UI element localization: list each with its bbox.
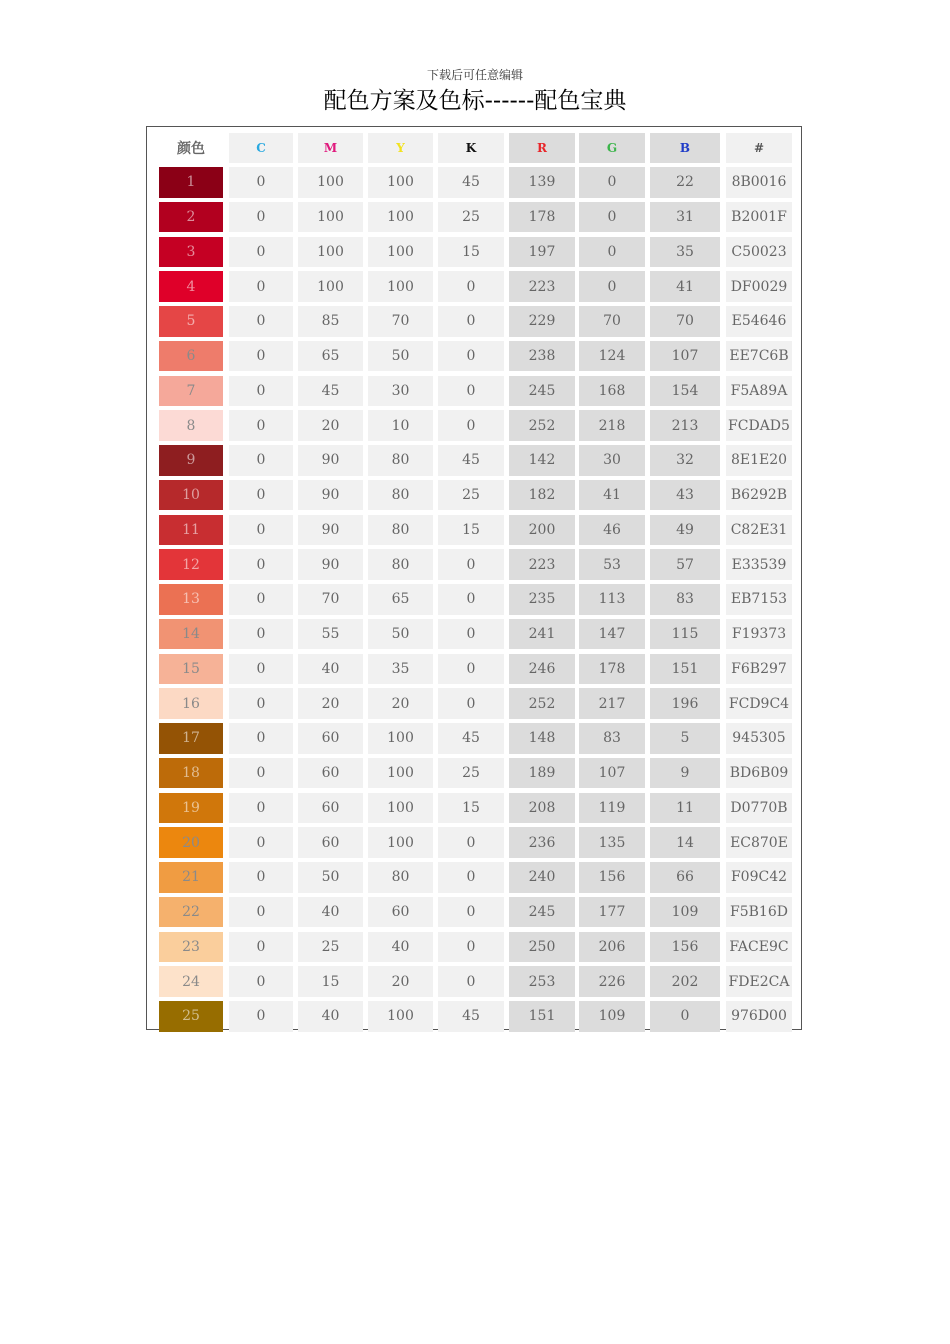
cell-g: 113: [579, 584, 645, 615]
cell-b: 107: [650, 341, 720, 372]
cell-hex: F19373: [726, 619, 792, 650]
cell-k: 0: [438, 549, 504, 580]
color-swatch: 2: [159, 202, 223, 233]
cell-c: 0: [229, 202, 293, 233]
cell-k: 0: [438, 341, 504, 372]
cell-y: 65: [368, 584, 433, 615]
cell-k: 0: [438, 827, 504, 858]
cell-hex: F09C42: [726, 862, 792, 893]
cell-y: 100: [368, 758, 433, 789]
color-swatch: 4: [159, 271, 223, 302]
cell-y: 10: [368, 410, 433, 441]
cell-y: 100: [368, 793, 433, 824]
cell-r: 246: [509, 654, 575, 685]
cell-m: 90: [298, 445, 363, 476]
cell-r: 200: [509, 515, 575, 546]
cell-r: 236: [509, 827, 575, 858]
cell-k: 0: [438, 271, 504, 302]
cell-m: 40: [298, 1001, 363, 1032]
cell-b: 31: [650, 202, 720, 233]
color-swatch: 24: [159, 966, 223, 997]
cell-b: 156: [650, 932, 720, 963]
cell-k: 0: [438, 306, 504, 337]
cell-m: 100: [298, 202, 363, 233]
cell-c: 0: [229, 549, 293, 580]
cell-r: 142: [509, 445, 575, 476]
cell-r: 223: [509, 549, 575, 580]
cell-hex: C82E31: [726, 515, 792, 546]
cell-k: 15: [438, 793, 504, 824]
cell-b: 43: [650, 480, 720, 511]
cell-k: 0: [438, 862, 504, 893]
cell-k: 45: [438, 723, 504, 754]
cell-k: 25: [438, 480, 504, 511]
cell-c: 0: [229, 793, 293, 824]
color-swatch: 6: [159, 341, 223, 372]
cell-hex: FCDAD5: [726, 410, 792, 441]
cell-hex: EC870E: [726, 827, 792, 858]
header-note: 下载后可任意编辑: [426, 68, 523, 82]
cell-c: 0: [229, 306, 293, 337]
cell-c: 0: [229, 688, 293, 719]
cell-r: 229: [509, 306, 575, 337]
cell-b: 83: [650, 584, 720, 615]
cell-k: 0: [438, 584, 504, 615]
cell-y: 35: [368, 654, 433, 685]
cell-r: 238: [509, 341, 575, 372]
cell-m: 25: [298, 932, 363, 963]
cell-g: 70: [579, 306, 645, 337]
cell-y: 30: [368, 376, 433, 407]
cell-y: 80: [368, 480, 433, 511]
cell-r: 235: [509, 584, 575, 615]
cell-b: 5: [650, 723, 720, 754]
header-hex: #: [726, 133, 792, 163]
cell-c: 0: [229, 758, 293, 789]
cell-c: 0: [229, 584, 293, 615]
color-swatch: 20: [159, 827, 223, 858]
cell-g: 0: [579, 202, 645, 233]
cell-g: 0: [579, 271, 645, 302]
cell-r: 252: [509, 688, 575, 719]
cell-g: 46: [579, 515, 645, 546]
page-title: 配色方案及色标------配色宝典: [323, 88, 627, 114]
cell-b: 109: [650, 897, 720, 928]
cell-y: 80: [368, 862, 433, 893]
cell-b: 14: [650, 827, 720, 858]
header-r: R: [509, 133, 575, 163]
cell-b: 35: [650, 237, 720, 268]
cell-b: 70: [650, 306, 720, 337]
cell-hex: BD6B09: [726, 758, 792, 789]
color-swatch: 12: [159, 549, 223, 580]
cell-k: 15: [438, 237, 504, 268]
cell-r: 148: [509, 723, 575, 754]
cell-y: 50: [368, 341, 433, 372]
cell-k: 15: [438, 515, 504, 546]
cell-r: 240: [509, 862, 575, 893]
cell-g: 218: [579, 410, 645, 441]
cell-b: 57: [650, 549, 720, 580]
header-k: K: [438, 133, 504, 163]
cell-c: 0: [229, 619, 293, 650]
cell-b: 154: [650, 376, 720, 407]
cell-b: 0: [650, 1001, 720, 1032]
cell-r: 182: [509, 480, 575, 511]
cell-m: 60: [298, 793, 363, 824]
cell-y: 100: [368, 1001, 433, 1032]
header-b: B: [650, 133, 720, 163]
cell-k: 0: [438, 897, 504, 928]
cell-c: 0: [229, 341, 293, 372]
cell-g: 119: [579, 793, 645, 824]
cell-hex: F5A89A: [726, 376, 792, 407]
cell-g: 109: [579, 1001, 645, 1032]
cell-r: 151: [509, 1001, 575, 1032]
cell-c: 0: [229, 827, 293, 858]
cell-hex: E54646: [726, 306, 792, 337]
cell-y: 20: [368, 688, 433, 719]
color-swatch: 14: [159, 619, 223, 650]
color-swatch: 3: [159, 237, 223, 268]
cell-g: 217: [579, 688, 645, 719]
cell-g: 53: [579, 549, 645, 580]
cell-y: 70: [368, 306, 433, 337]
color-swatch: 9: [159, 445, 223, 476]
cell-c: 0: [229, 897, 293, 928]
cell-g: 206: [579, 932, 645, 963]
cell-b: 115: [650, 619, 720, 650]
cell-m: 60: [298, 723, 363, 754]
cell-g: 226: [579, 966, 645, 997]
cell-c: 0: [229, 480, 293, 511]
cell-m: 90: [298, 515, 363, 546]
cell-c: 0: [229, 862, 293, 893]
cell-b: 22: [650, 167, 720, 198]
color-swatch: 15: [159, 654, 223, 685]
color-swatch: 23: [159, 932, 223, 963]
cell-hex: 8E1E20: [726, 445, 792, 476]
color-swatch: 19: [159, 793, 223, 824]
color-swatch: 10: [159, 480, 223, 511]
cell-g: 147: [579, 619, 645, 650]
cell-b: 49: [650, 515, 720, 546]
cell-m: 20: [298, 688, 363, 719]
cell-b: 9: [650, 758, 720, 789]
color-swatch: 22: [159, 897, 223, 928]
cell-c: 0: [229, 515, 293, 546]
cell-hex: FACE9C: [726, 932, 792, 963]
cell-c: 0: [229, 654, 293, 685]
cell-hex: C50023: [726, 237, 792, 268]
cell-m: 65: [298, 341, 363, 372]
cell-m: 40: [298, 654, 363, 685]
cell-b: 151: [650, 654, 720, 685]
cell-r: 250: [509, 932, 575, 963]
color-swatch: 5: [159, 306, 223, 337]
cell-r: 245: [509, 376, 575, 407]
cell-g: 30: [579, 445, 645, 476]
cell-k: 0: [438, 966, 504, 997]
cell-m: 100: [298, 167, 363, 198]
cell-m: 50: [298, 862, 363, 893]
cell-c: 0: [229, 167, 293, 198]
cell-y: 60: [368, 897, 433, 928]
cell-g: 177: [579, 897, 645, 928]
cell-r: 252: [509, 410, 575, 441]
cell-y: 80: [368, 445, 433, 476]
cell-r: 189: [509, 758, 575, 789]
cell-c: 0: [229, 1001, 293, 1032]
cell-c: 0: [229, 932, 293, 963]
cell-hex: FDE2CA: [726, 966, 792, 997]
cell-r: 139: [509, 167, 575, 198]
cell-c: 0: [229, 410, 293, 441]
cell-hex: 8B0016: [726, 167, 792, 198]
header-swatch: 颜色: [159, 133, 223, 163]
cell-m: 60: [298, 758, 363, 789]
cell-b: 202: [650, 966, 720, 997]
cell-m: 100: [298, 237, 363, 268]
cell-g: 124: [579, 341, 645, 372]
header-g: G: [579, 133, 645, 163]
cell-k: 0: [438, 376, 504, 407]
cell-hex: 945305: [726, 723, 792, 754]
cell-y: 80: [368, 515, 433, 546]
cell-hex: 976D00: [726, 1001, 792, 1032]
cell-m: 15: [298, 966, 363, 997]
header-y: Y: [368, 133, 433, 163]
cell-g: 0: [579, 237, 645, 268]
cell-b: 196: [650, 688, 720, 719]
cell-y: 50: [368, 619, 433, 650]
cell-hex: B6292B: [726, 480, 792, 511]
header-m: M: [298, 133, 363, 163]
cell-b: 66: [650, 862, 720, 893]
cell-b: 41: [650, 271, 720, 302]
cell-hex: D0770B: [726, 793, 792, 824]
cell-hex: F6B297: [726, 654, 792, 685]
cell-m: 90: [298, 480, 363, 511]
cell-m: 90: [298, 549, 363, 580]
cell-b: 11: [650, 793, 720, 824]
color-swatch: 7: [159, 376, 223, 407]
cell-c: 0: [229, 445, 293, 476]
cell-c: 0: [229, 966, 293, 997]
cell-b: 32: [650, 445, 720, 476]
color-table: [146, 126, 802, 1030]
color-swatch: 11: [159, 515, 223, 546]
cell-m: 60: [298, 827, 363, 858]
cell-k: 0: [438, 932, 504, 963]
cell-m: 100: [298, 271, 363, 302]
color-swatch: 25: [159, 1001, 223, 1032]
cell-g: 83: [579, 723, 645, 754]
cell-c: 0: [229, 376, 293, 407]
cell-k: 0: [438, 688, 504, 719]
cell-hex: E33539: [726, 549, 792, 580]
cell-c: 0: [229, 237, 293, 268]
color-swatch: 18: [159, 758, 223, 789]
cell-g: 156: [579, 862, 645, 893]
cell-y: 20: [368, 966, 433, 997]
color-swatch: 16: [159, 688, 223, 719]
cell-m: 70: [298, 584, 363, 615]
cell-r: 241: [509, 619, 575, 650]
cell-hex: DF0029: [726, 271, 792, 302]
cell-m: 45: [298, 376, 363, 407]
color-swatch: 8: [159, 410, 223, 441]
cell-m: 40: [298, 897, 363, 928]
cell-g: 168: [579, 376, 645, 407]
cell-y: 100: [368, 723, 433, 754]
cell-g: 135: [579, 827, 645, 858]
cell-hex: EB7153: [726, 584, 792, 615]
cell-g: 178: [579, 654, 645, 685]
color-swatch: 21: [159, 862, 223, 893]
cell-hex: FCD9C4: [726, 688, 792, 719]
color-swatch: 17: [159, 723, 223, 754]
cell-k: 0: [438, 410, 504, 441]
cell-hex: F5B16D: [726, 897, 792, 928]
cell-y: 100: [368, 167, 433, 198]
color-swatch: 13: [159, 584, 223, 615]
cell-m: 55: [298, 619, 363, 650]
cell-y: 100: [368, 202, 433, 233]
cell-g: 107: [579, 758, 645, 789]
cell-k: 45: [438, 445, 504, 476]
cell-y: 80: [368, 549, 433, 580]
cell-r: 223: [509, 271, 575, 302]
cell-y: 40: [368, 932, 433, 963]
cell-y: 100: [368, 237, 433, 268]
cell-hex: B2001F: [726, 202, 792, 233]
cell-g: 41: [579, 480, 645, 511]
cell-r: 245: [509, 897, 575, 928]
cell-hex: EE7C6B: [726, 341, 792, 372]
cell-r: 208: [509, 793, 575, 824]
cell-r: 178: [509, 202, 575, 233]
cell-r: 253: [509, 966, 575, 997]
cell-k: 0: [438, 619, 504, 650]
cell-y: 100: [368, 827, 433, 858]
header-c: C: [229, 133, 293, 163]
cell-c: 0: [229, 271, 293, 302]
cell-y: 100: [368, 271, 433, 302]
cell-k: 45: [438, 167, 504, 198]
cell-g: 0: [579, 167, 645, 198]
cell-c: 0: [229, 723, 293, 754]
cell-k: 45: [438, 1001, 504, 1032]
color-swatch: 1: [159, 167, 223, 198]
cell-k: 0: [438, 654, 504, 685]
cell-m: 20: [298, 410, 363, 441]
cell-k: 25: [438, 758, 504, 789]
cell-r: 197: [509, 237, 575, 268]
cell-b: 213: [650, 410, 720, 441]
cell-m: 85: [298, 306, 363, 337]
cell-k: 25: [438, 202, 504, 233]
